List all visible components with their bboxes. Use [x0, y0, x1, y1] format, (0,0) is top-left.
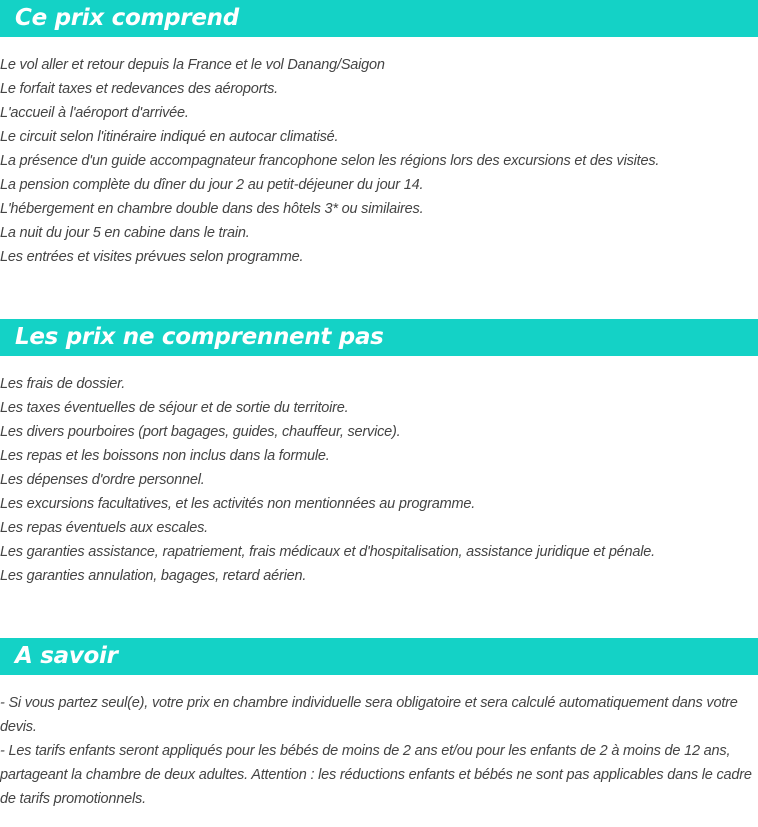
- list-item: Les garanties annulation, bagages, retard aérien.: [0, 568, 307, 584]
- note-paragraph: - Si vous partez seul(e), votre prix en chambre individuelle sera obligatoire et sera calculé automatiquement dans votre devis.: [0, 695, 738, 735]
- list-item: La nuit du jour 5 en cabine dans le train.: [0, 225, 250, 241]
- list-item: Les excursions facultatives, et les activités non mentionnées au programme.: [0, 496, 476, 512]
- not-included-list: [0, 372, 758, 588]
- list-item: Le circuit selon l'itinéraire indiqué en autocar climatisé.: [0, 129, 339, 145]
- list-item: Les entrées et visites prévues selon programme.: [0, 249, 304, 265]
- list-item: Le forfait taxes et redevances des aéroports.: [0, 81, 278, 97]
- list-item: Les repas éventuels aux escales.: [0, 520, 209, 536]
- a-savoir-notes: [0, 691, 758, 811]
- list-item: La présence d'un guide accompagnateur francophone selon les régions lors des excursions et des visites.: [0, 153, 660, 169]
- list-item: Les dépenses d'ordre personnel.: [0, 472, 205, 488]
- list-item: L'hébergement en chambre double dans des hôtels 3* ou similaires.: [0, 201, 424, 217]
- list-item: L'accueil à l'aéroport d'arrivée.: [0, 105, 189, 121]
- list-item: Les repas et les boissons non inclus dans la formule.: [0, 448, 330, 464]
- list-item: Les garanties assistance, rapatriement, frais médicaux et d'hospitalisation, assistance juridique et pénale.: [0, 544, 655, 560]
- section-title: Les prix ne comprennent pas: [15, 324, 384, 350]
- list-item: Les frais de dossier.: [0, 376, 126, 392]
- section-header-a-savoir: [0, 638, 758, 675]
- section-header-not-included: [0, 319, 758, 356]
- included-list: [0, 53, 758, 269]
- list-item: Les divers pourboires (port bagages, guides, chauffeur, service).: [0, 424, 401, 440]
- list-item: Les taxes éventuelles de séjour et de sortie du territoire.: [0, 400, 349, 416]
- section-header-included: [0, 0, 758, 37]
- note-paragraph: - Les tarifs enfants seront appliqués pour les bébés de moins de 2 ans et/ou pour les enfants de 2 à moins de 12 ans, partageant la chambre de deux adultes. Attention : les réductions enfants et bébés ne sont pas applicables dans le cadre de tarifs promotionnels.: [0, 743, 752, 807]
- list-item: La pension complète du dîner du jour 2 au petit-déjeuner du jour 14.: [0, 177, 424, 193]
- section-title: Ce prix comprend: [15, 5, 239, 31]
- section-title: A savoir: [15, 643, 118, 669]
- list-item: Le vol aller et retour depuis la France et le vol Danang/Saigon: [0, 57, 385, 73]
